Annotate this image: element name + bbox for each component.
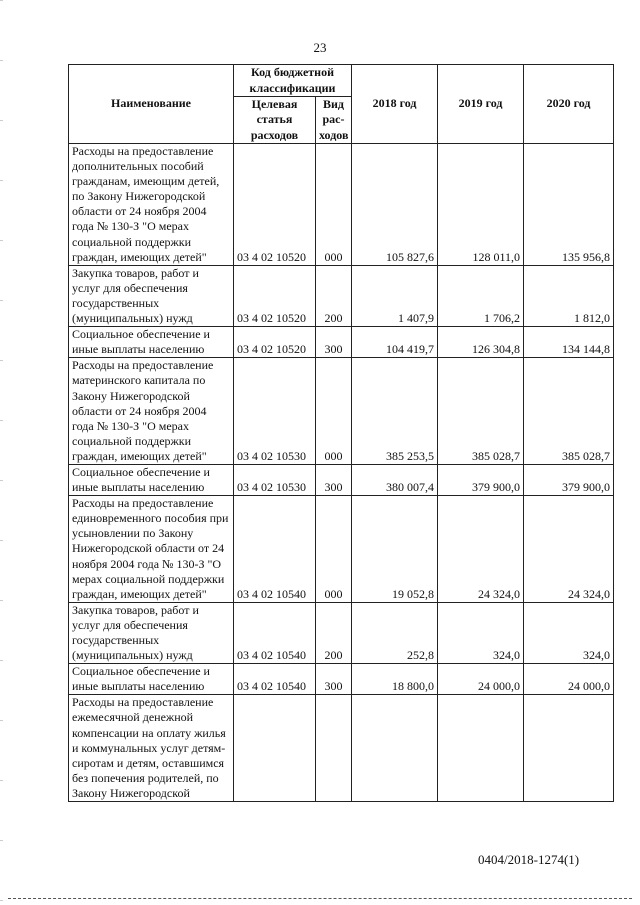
scan-edge-marks <box>0 0 3 905</box>
row-value-2018: 18 800,0 <box>352 664 438 695</box>
row-expense-type: 200 <box>316 602 352 663</box>
row-value-2018 <box>352 695 438 802</box>
row-value-2019: 24 000,0 <box>438 664 524 695</box>
header-2020: 2020 год <box>524 65 614 144</box>
document-id: 0404/2018-1274(1) <box>478 852 580 867</box>
header-2018: 2018 год <box>352 65 438 144</box>
table-row <box>69 144 614 266</box>
header-budget-code: Код бюджетной классификации <box>234 65 352 97</box>
row-target-article <box>234 695 316 802</box>
row-name: Социальное обеспечение и иные выплаты населению <box>69 327 234 358</box>
row-target-article: 03 4 02 10520 <box>234 144 316 266</box>
table-row <box>69 664 614 695</box>
row-expense-type: 000 <box>316 358 352 465</box>
row-value-2019: 126 304,8 <box>438 327 524 358</box>
header-2019: 2019 год <box>438 65 524 144</box>
row-expense-type: 300 <box>316 464 352 495</box>
table-row <box>69 695 614 802</box>
row-target-article: 03 4 02 10530 <box>234 358 316 465</box>
table-row <box>69 602 614 663</box>
row-target-article: 03 4 02 10540 <box>234 664 316 695</box>
row-name: Расходы на предоставление дополнительных пособий гражданам, имеющим детей, по Закону Нижегородской области от 24 ноября 2004 года № 130-З "О мерах социальной поддержки граждан, имеющих детей" <box>69 144 234 266</box>
row-value-2020: 135 956,8 <box>524 144 614 266</box>
row-target-article: 03 4 02 10540 <box>234 496 316 603</box>
row-name: Закупка товаров, работ и услуг для обеспечения государственных (муниципальных) нужд <box>69 602 234 663</box>
row-value-2018: 104 419,7 <box>352 327 438 358</box>
row-value-2020 <box>524 695 614 802</box>
row-value-2020: 379 900,0 <box>524 464 614 495</box>
row-value-2019: 385 028,7 <box>438 358 524 465</box>
header-target-article: Целевая статья расходов <box>234 97 316 144</box>
row-value-2019 <box>438 695 524 802</box>
row-value-2018: 380 007,4 <box>352 464 438 495</box>
table-row <box>69 327 614 358</box>
row-value-2020: 324,0 <box>524 602 614 663</box>
row-value-2019: 379 900,0 <box>438 464 524 495</box>
row-target-article: 03 4 02 10520 <box>234 327 316 358</box>
table-row <box>69 464 614 495</box>
table-row <box>69 496 614 603</box>
row-name: Расходы на предоставление единовременного пособия при усыновлении по Закону Нижегородской области от 24 ноября 2004 года № 130-З "О мерах социальной поддержки граждан, имеющих детей" <box>69 496 234 603</box>
header-name: Наименование <box>69 65 234 144</box>
table-row <box>69 358 614 465</box>
row-value-2018: 1 407,9 <box>352 265 438 326</box>
row-value-2020: 24 324,0 <box>524 496 614 603</box>
row-value-2018: 385 253,5 <box>352 358 438 465</box>
table-row <box>69 265 614 326</box>
row-expense-type: 300 <box>316 327 352 358</box>
row-value-2020: 1 812,0 <box>524 265 614 326</box>
row-value-2019: 324,0 <box>438 602 524 663</box>
table-body <box>69 144 614 802</box>
row-target-article: 03 4 02 10540 <box>234 602 316 663</box>
row-name: Закупка товаров, работ и услуг для обеспечения государственных (муниципальных) нужд <box>69 265 234 326</box>
row-name: Социальное обеспечение и иные выплаты населению <box>69 464 234 495</box>
table-header-row <box>69 65 614 97</box>
row-name: Расходы на предоставление ежемесячной денежной компенсации на оплату жилья и коммунальных услуг детям-сиротам и детям, оставшимся без попечения родителей, по Закону Нижегородской <box>69 695 234 802</box>
row-value-2020: 134 144,8 <box>524 327 614 358</box>
row-value-2019: 24 324,0 <box>438 496 524 603</box>
row-value-2019: 128 011,0 <box>438 144 524 266</box>
row-value-2020: 385 028,7 <box>524 358 614 465</box>
row-value-2018: 252,8 <box>352 602 438 663</box>
page-number: 23 <box>313 40 327 55</box>
row-value-2019: 1 706,2 <box>438 265 524 326</box>
row-target-article: 03 4 02 10520 <box>234 265 316 326</box>
row-name: Расходы на предоставление материнского капитала по Закону Нижегородской области от 24 ноября 2004 года № 130-З "О мерах социальной поддержки граждан, имеющих детей" <box>69 358 234 465</box>
row-value-2020: 24 000,0 <box>524 664 614 695</box>
row-expense-type: 200 <box>316 265 352 326</box>
row-expense-type: 000 <box>316 496 352 603</box>
budget-table <box>68 64 614 802</box>
row-target-article: 03 4 02 10530 <box>234 464 316 495</box>
row-value-2018: 105 827,6 <box>352 144 438 266</box>
row-expense-type: 300 <box>316 664 352 695</box>
row-expense-type: 000 <box>316 144 352 266</box>
row-expense-type <box>316 695 352 802</box>
row-value-2018: 19 052,8 <box>352 496 438 603</box>
footer-rule <box>8 898 632 899</box>
header-expense-type: Вид рас-ходов <box>316 97 352 144</box>
row-name: Социальное обеспечение и иные выплаты населению <box>69 664 234 695</box>
